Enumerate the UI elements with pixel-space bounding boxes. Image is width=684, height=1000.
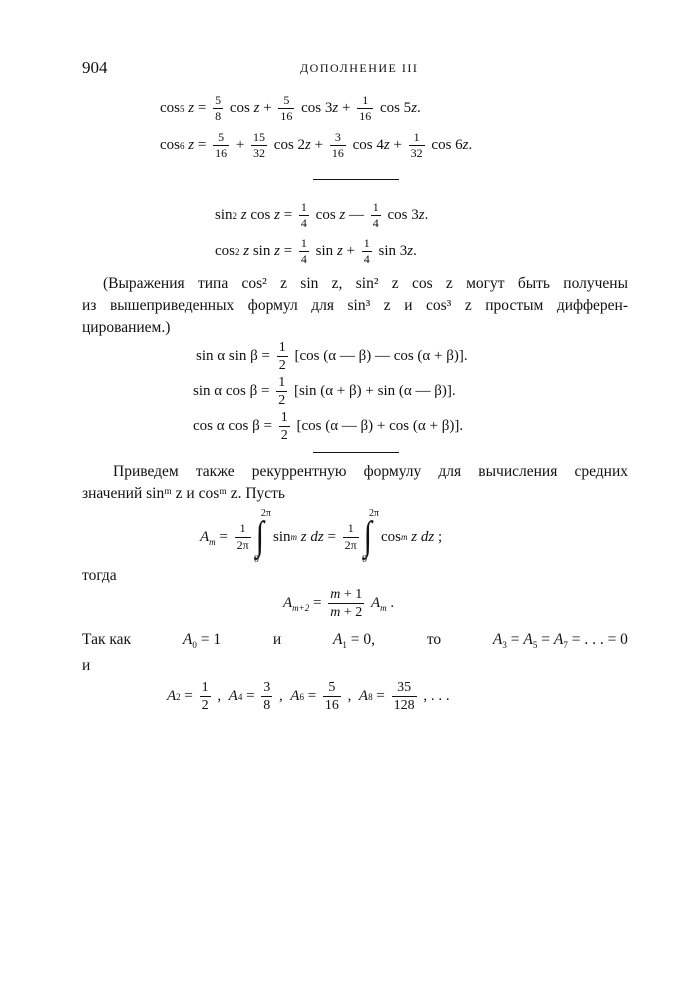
separator-rule (313, 452, 399, 453)
running-header: ДОПОЛНЕНИЕ III (300, 61, 419, 75)
paragraph-line: из вышеприведенных формул для sin³ z и cos³ z простым дифферен- (82, 297, 628, 314)
page-number: 904 (82, 58, 108, 77)
paragraph-line: Приведем также рекуррентную формулу для вычисления средних (113, 463, 628, 480)
paragraph-line: (Выражения типа cos² z sin z, sin² z cos z могут быть получены (103, 275, 628, 292)
formula-even-values: A 2 = 1 2 , A 4 = 3 8 , A 6 = 5 16 , A 8 = 35 128 , . . . (167, 680, 450, 714)
word-i: и (82, 657, 91, 674)
formula-cos5: cos 5 z = 5 8 cos z + 5 16 cos 3 z + 1 16 cos 5 z . (160, 93, 421, 124)
formula-cos-cos: cos α cos β = 1 2 [cos (α — β) + cos (α + β)]. (193, 410, 464, 444)
formula-recurrence: $A_{m+2}$ = m + 1 m + 2 $A_m$ . (283, 587, 395, 621)
paragraph-line: цированием.) (82, 319, 171, 336)
integral-sign: ∫ 2π 0 (361, 508, 379, 565)
word-togda: тогда (82, 567, 117, 584)
formula-sin2-cos: sin 2 z cos z = 1 4 cos z — 1 4 cos 3 z . (215, 200, 429, 231)
separator-rule (313, 179, 399, 180)
text-tak-kak: Так как (82, 631, 132, 648)
text-i: и (272, 631, 282, 648)
formula-sin-cos: sin α cos β = 1 2 [sin (α + β) + sin (α — β)]. (193, 375, 456, 409)
formula-sin-sin: sin α sin β = 1 2 [cos (α — β) — cos (α + β)]. (196, 340, 468, 374)
formula-cos2-sin: cos 2 z sin z = 1 4 sin z + 1 4 sin 3 z . (215, 236, 417, 267)
formula-initial-values: Так как $A_0 = 1$ и $A_1 = 0$, то $A_3 = A_5 = A_7$ = . . . = 0 (82, 631, 628, 650)
integral-sign: ∫ 2π 0 (253, 508, 271, 565)
formula-cos6: cos 6 z = 5 16 + 15 32 cos 2 z + 3 16 cos 4 z + 1 32 cos 6 z . (160, 130, 473, 161)
paragraph-line: значений sinᵐ z и cosᵐ z. Пусть (82, 485, 285, 502)
text-to: то (426, 631, 442, 648)
formula-am-integral: $A_m$ = 1 2π ∫ 2π 0 sin m z dz = 1 2π ∫ 2π 0 cos m z dz ; (200, 508, 443, 565)
